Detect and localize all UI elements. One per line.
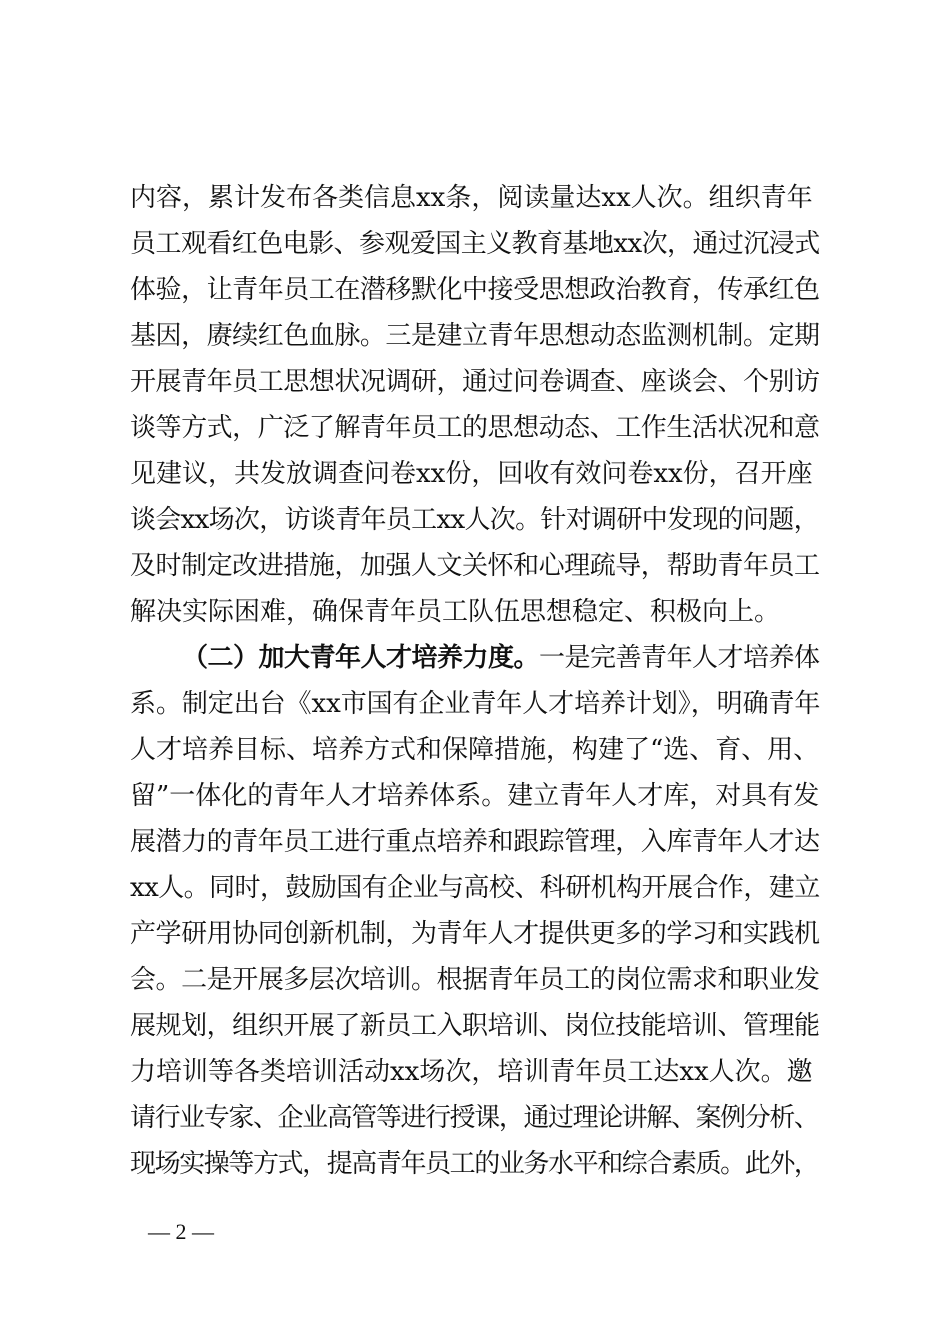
body-text-line: 及时制定改进措施，加强人文关怀和心理疏导，帮助青年员工: [130, 551, 820, 581]
body-text-line: 力培训等各类培训活动xx场次，培训青年员工达xx人次。邀: [130, 1057, 813, 1087]
body-text-line: xx人。同时，鼓励国有企业与高校、科研机构开展合作，建立: [130, 873, 820, 903]
page-number: — 2 —: [148, 1219, 214, 1244]
body-text-line: 谈会xx场次，访谈青年员工xx人次。针对调研中发现的问题，: [130, 505, 819, 535]
body-text-line: 内容，累计发布各类信息xx条，阅读量达xx人次。组织青年: [130, 183, 813, 213]
body-text-line: 展规划，组织开展了新员工入职培训、岗位技能培训、管理能: [130, 1011, 820, 1041]
body-text-line: 产学研用协同创新机制，为青年人才提供更多的学习和实践机: [130, 919, 820, 949]
body-text-line: 展潜力的青年员工进行重点培养和跟踪管理，入库青年人才达: [130, 827, 820, 857]
body-text-line: 留”一体化的青年人才培养体系。建立青年人才库，对具有发: [130, 781, 820, 811]
body-text-line: 体验，让青年员工在潜移默化中接受思想政治教育，传承红色: [130, 275, 820, 305]
section-first-line: [182, 642, 820, 674]
body-text-line: 谈等方式，广泛了解青年员工的思想动态、工作生活状况和意: [130, 413, 820, 443]
body-text-line: 见建议，共发放调查问卷xx份，回收有效问卷xx份，召开座: [130, 459, 813, 489]
body-text-line: 员工观看红色电影、参观爱国主义教育基地xx次，通过沉浸式: [130, 229, 820, 259]
section-heading: （二）加大青年人才培养力度。: [182, 643, 540, 673]
body-text-line: 现场实操等方式，提高青年员工的业务水平和综合素质。此外，: [130, 1149, 819, 1179]
body-text-line: 开展青年员工思想状况调研，通过问卷调查、座谈会、个别访: [130, 367, 820, 397]
body-text-line: 请行业专家、企业高管等进行授课，通过理论讲解、案例分析、: [130, 1103, 819, 1133]
body-text-line: 解决实际困难，确保青年员工队伍思想稳定、积极向上。: [130, 597, 781, 627]
body-text-line: 基因，赓续红色血脉。三是建立青年思想动态监测机制。定期: [130, 321, 820, 351]
body-text-line: 会。二是开展多层次培训。根据青年员工的岗位需求和职业发: [130, 965, 820, 995]
body-text-line: 系。制定出台《xx市国有企业青年人才培养计划》，明确青年: [130, 689, 821, 719]
body-text-line: 人才培养目标、培养方式和保障措施，构建了“选、育、用、: [130, 735, 820, 765]
section-first-line-text: 一是完善青年人才培养体: [539, 643, 820, 673]
